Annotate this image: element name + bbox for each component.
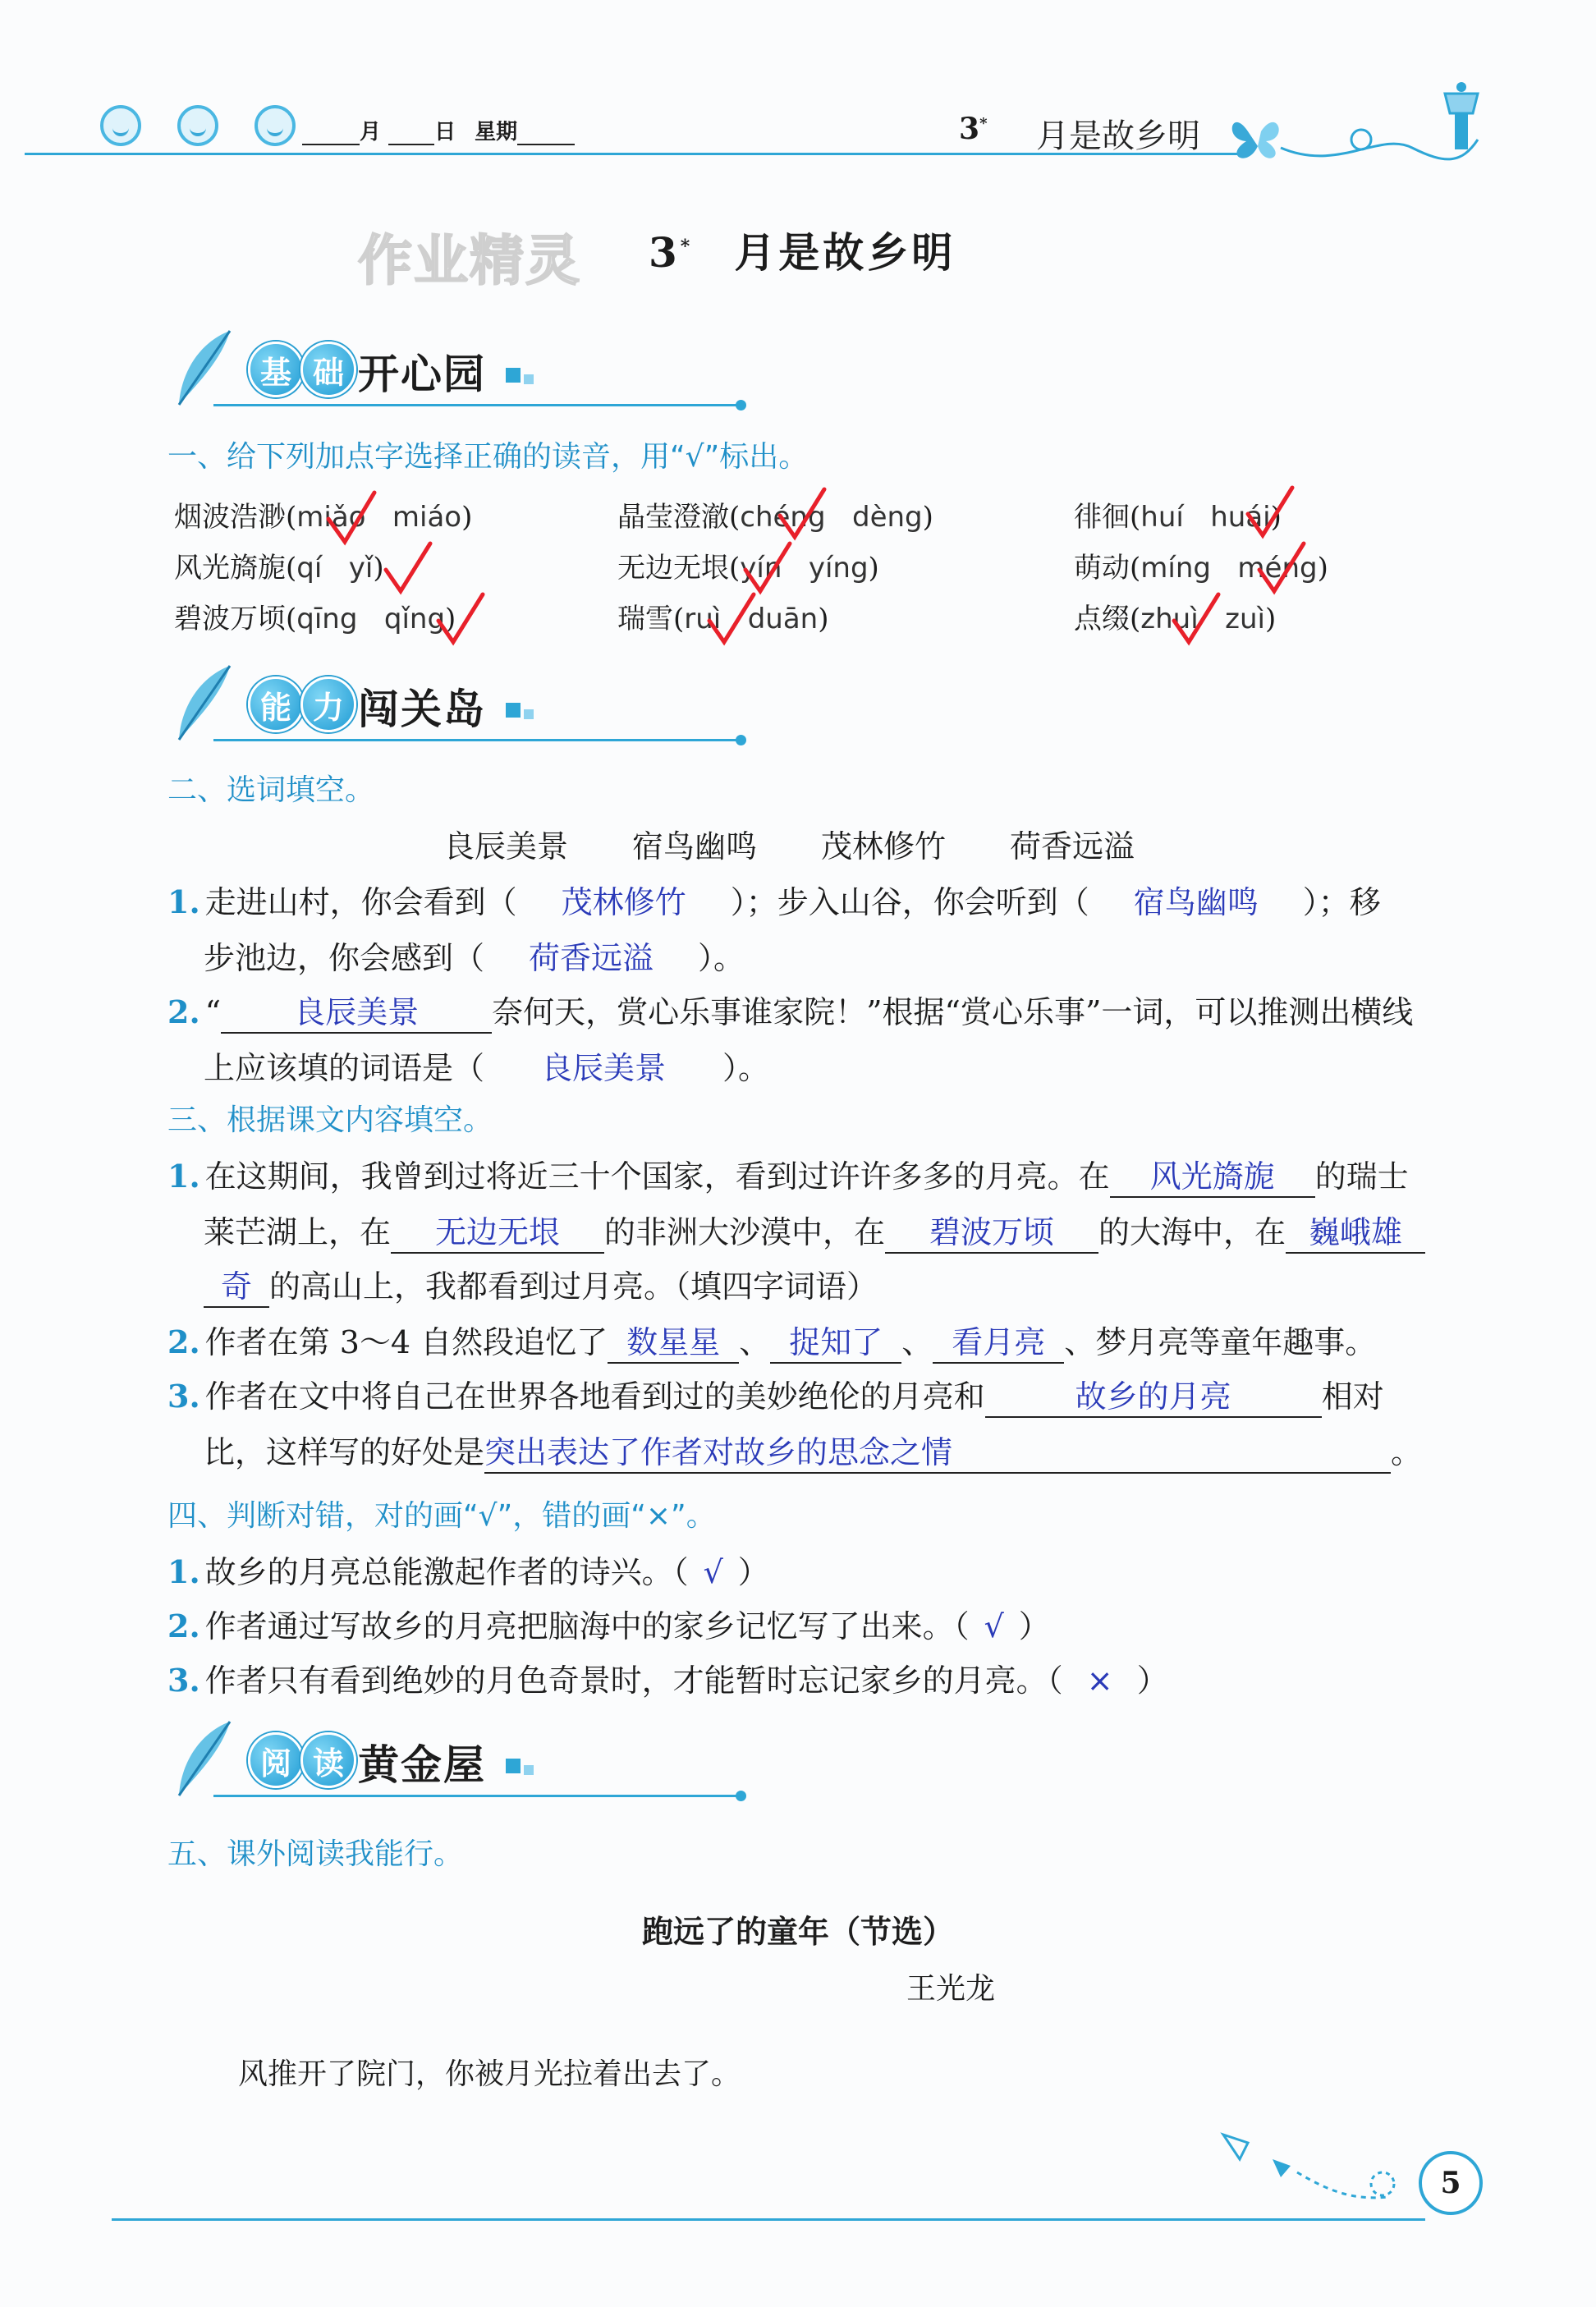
word-bank — [443, 821, 1199, 866]
q1-item: 无边无垠(yín yíng) — [617, 552, 879, 585]
check-icon — [438, 594, 483, 642]
answer: 碧波万顷 — [885, 1207, 1098, 1254]
banner-rule — [213, 739, 739, 741]
banner-dot — [736, 1791, 746, 1801]
answer: 看月亮 — [933, 1317, 1064, 1364]
header-lesson-number: 3* — [959, 112, 988, 146]
banner-dot — [736, 735, 746, 745]
badge-bubble: 基 — [248, 342, 304, 397]
badge-bubble: 能 — [248, 677, 304, 732]
answer: √ — [984, 1608, 1004, 1644]
q3-sentence-1: 1. 在这期间，我曾到过将近三十个国家，看到过许许多多的月亮。在 风光旖旎 的瑞士 — [167, 1151, 1409, 1198]
red-checkmarks — [0, 0, 1596, 657]
q4-item: 3. 作者只有看到绝妙的月色奇景时，才能暂时忘记家乡的月亮。（ × ） — [167, 1662, 1168, 1699]
q1-item: 风光旖旎(qí yǐ) — [174, 552, 384, 585]
q1-item: 瑞雪(ruì duān) — [617, 603, 829, 635]
banner-square — [506, 1759, 521, 1773]
page-number: 5 — [1419, 2151, 1483, 2215]
badge-bubble: 础 — [300, 342, 356, 397]
month-label: 月 — [360, 120, 382, 144]
check-icon — [1248, 488, 1292, 535]
badge-bubble: 读 — [300, 1732, 356, 1788]
q2-sentence-2-cont: 上应该填的词语是（ 良辰美景 ）。 — [204, 1043, 769, 1088]
check-icon — [780, 489, 824, 537]
answer: 捉知了 — [770, 1317, 901, 1364]
q2-sentence-2: 2. “ 良辰美景 奈何天，赏心乐事谁家院！”根据“赏心乐事”一词，可以推测出横线 — [167, 987, 1413, 1034]
section-banner-ability — [164, 662, 755, 752]
answer: 奇 — [204, 1261, 269, 1308]
day-label: 日 — [434, 120, 456, 144]
article-paragraph: 风推开了院门，你被月光拉着出去了。 — [238, 2057, 741, 2091]
banner-square — [506, 703, 521, 718]
q3-sentence-1-cont: 莱芒湖上，在 无边无垠 的非洲大沙漠中，在 碧波万顷 的大海中，在 巍峨雄 — [204, 1207, 1425, 1254]
answer: 宿鸟幽鸣 — [1133, 884, 1259, 920]
answer: √ — [703, 1554, 723, 1590]
q1-item: 晶莹澄澈(chéng dèng) — [617, 501, 933, 534]
q2-sentence-1: 1. 走进山村，你会看到（ 茂林修竹 ）；步入山谷，你会听到（ 宿鸟幽鸣 ）；移 — [167, 877, 1381, 922]
word-option: 宿鸟幽鸣 — [632, 828, 758, 865]
article-title: 跑远了的童年（节选） — [641, 1913, 954, 1950]
q3-sentence-2: 2. 作者在第 3～4 自然段追忆了 数星星 、 捉知了 、 看月亮 、梦月亮等童年趣事。 — [167, 1317, 1376, 1364]
watermark: 作业精灵 — [358, 229, 581, 292]
page-title: 3* 月是故乡明 — [649, 228, 956, 277]
q2-sentence-1-cont: 步池边，你会感到（ 荷香远溢 ）。 — [204, 933, 745, 978]
q1-heading: 一、给下列加点字选择正确的读音，用“√”标出。 — [167, 440, 809, 474]
answer: 风光旖旎 — [1110, 1151, 1315, 1198]
answer: × — [1086, 1663, 1113, 1699]
answer: 数星星 — [608, 1317, 739, 1364]
banner-title: 闯关岛 — [358, 685, 486, 733]
q5-heading: 五、课外阅读我能行。 — [167, 1837, 464, 1871]
q4-item: 1. 故乡的月亮总能激起作者的诗兴。（ √ ） — [167, 1553, 769, 1590]
article-author: 王光龙 — [906, 1972, 996, 2006]
banner-title: 开心园 — [358, 350, 486, 398]
banner-square — [524, 709, 534, 719]
header-lesson-title: 月是故乡明 — [1036, 117, 1200, 155]
badge-bubble: 阅 — [248, 1732, 304, 1788]
check-icon — [1259, 543, 1304, 591]
word-option: 茂林修竹 — [821, 828, 947, 865]
q1-item: 碧波万顷(qīng qǐng) — [174, 603, 456, 635]
q3-sentence-3: 3. 作者在文中将自己在世界各地看到过的美妙绝伦的月亮和 故乡的月亮 相对 — [167, 1371, 1384, 1418]
check-icon — [328, 493, 374, 542]
feather-icon — [164, 1718, 246, 1800]
q1-item: 烟波浩渺(miǎo miáo) — [174, 501, 473, 534]
q1-item: 徘徊(huí huái) — [1074, 501, 1282, 534]
answer: 良辰美景 — [541, 1050, 667, 1086]
banner-title: 黄金屋 — [358, 1741, 486, 1789]
q4-item: 2. 作者通过写故乡的月亮把脑海中的家乡记忆写了出来。（ √ ） — [167, 1608, 1050, 1644]
answer: 故乡的月亮 — [985, 1371, 1322, 1418]
check-icon — [709, 594, 754, 642]
answer: 荷香远溢 — [529, 940, 654, 976]
feather-icon — [164, 662, 246, 744]
footer-rule — [112, 2218, 1425, 2221]
section-banner-reading — [164, 1718, 755, 1808]
banner-rule — [213, 1795, 739, 1797]
word-option: 荷香远溢 — [1010, 828, 1135, 865]
banner-square — [524, 1765, 534, 1775]
answer: 良辰美景 — [221, 987, 492, 1034]
answer: 巍峨雄 — [1286, 1207, 1425, 1254]
bird-doodle-icon — [1215, 2118, 1429, 2208]
q3-sentence-3-cont: 比，这样写的好处是突出表达了作者对故乡的思念之情 。 — [204, 1427, 1422, 1474]
weekday-label: 星期 — [475, 120, 518, 144]
q1-item: 点缀(zhuì zuì) — [1074, 603, 1277, 635]
check-icon — [745, 543, 790, 591]
word-option: 良辰美景 — [443, 828, 569, 865]
answer: 无边无垠 — [391, 1207, 604, 1254]
q3-sentence-1-cont2: 奇 的高山上，我都看到过月亮。（填四字词语） — [204, 1261, 878, 1308]
answer: 茂林修竹 — [561, 884, 686, 920]
answer: 突出表达了作者对故乡的思念之情 — [484, 1427, 1391, 1474]
q1-item: 萌动(míng méng) — [1074, 552, 1328, 585]
q3-heading: 三、根据课文内容填空。 — [167, 1103, 493, 1137]
q2-heading: 二、选词填空。 — [167, 773, 375, 807]
check-icon — [386, 543, 430, 591]
badge-bubble: 力 — [300, 677, 356, 732]
q4-heading: 四、判断对错，对的画“√”，错的画“×”。 — [167, 1499, 716, 1533]
check-icon — [1174, 594, 1218, 642]
